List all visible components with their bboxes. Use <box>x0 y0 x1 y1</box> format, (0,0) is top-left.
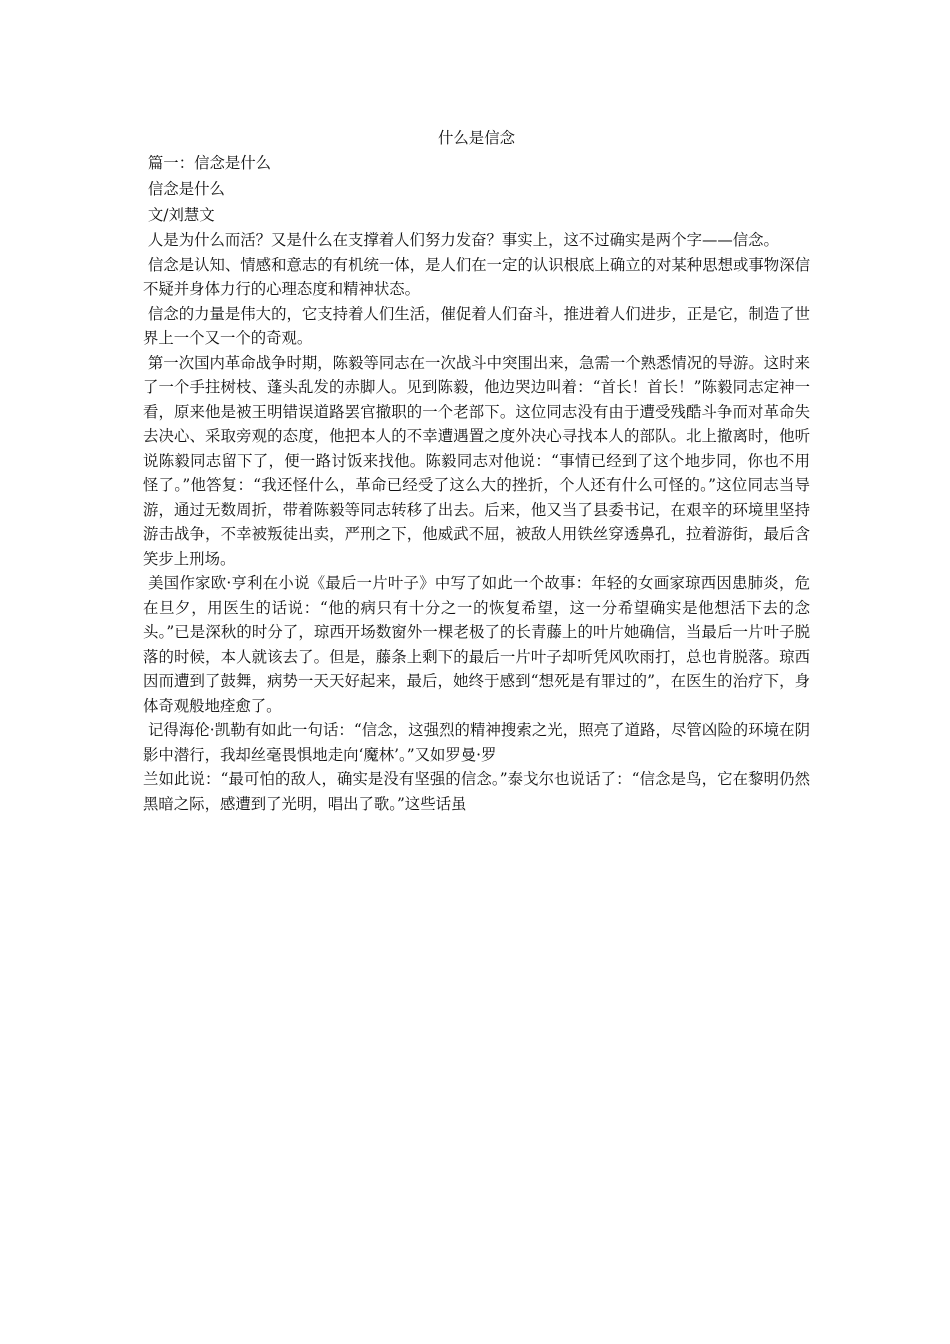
paragraph-1: 人是为什么而活？又是什么在支撑着人们努力发奋？事实上，这不过确实是两个字——信念。 <box>143 231 779 249</box>
section-heading: 篇一：信念是什么 <box>143 154 272 172</box>
paragraph-4: 第一次国内革命战争时期，陈毅等同志在一次战斗中突围出来，急需一个熟悉情况的导游。这时来了一个手拄树枝、蓬头乱发的赤脚人。见到陈毅，他边哭边叫着：“首长！首长！”陈毅同志定神一看，原来他是被王明错误道路罢官撤职的一个老部下。这位同志没有由于遭受残酷斗争而对革命失去决心、采取旁观的态度，他把本人的不幸遭遇置之度外决心寻找本人的部队。北上撤离时，他听说陈毅同志留下了，便一路讨饭来找他。陈毅同志对他说：“事情已经到了这个地步同，你也不用怪了。”他答复：“我还怪什么，革命已经受了这么大的挫折，个人还有什么可怪的。”这位同志当导游，通过无数周折，带着陈毅等同志转移了出去。后来，他又当了县委书记，在艰辛的环境里坚持游击战争，不幸被叛徒出卖，严刑之下，他威武不屈，被敌人用铁丝穿透鼻孔，拉着游街，最后含笑步上刑场。 <box>143 353 810 568</box>
document-body <box>143 127 810 816</box>
paragraph-2: 信念是认知、情感和意志的有机统一体，是人们在一定的认识根底上确立的对某种思想或事物深信不疑并身体力行的心理态度和精神状态。 <box>143 255 810 298</box>
paragraph-5: 美国作家欧·亨利在小说《最后一片叶子》中写了如此一个故事：年轻的女画家琼西因患肺炎，危在旦夕，用医生的话说：“他的病只有十分之一的恢复希望，这一分希望确实是他想活下去的念头。”已是深秋的时分了，琼西开场数窗外一棵老极了的长青藤上的叶片她确信，当最后一片叶子脱落的时候，本人就该去了。但是，藤条上剩下的最后一片叶子却听凭风吹雨打，总也肯脱落。琼西因而遭到了鼓舞，病势一天天好起来，最后，她终于感到“想死是有罪过的”，在医生的治疗下，身体奇观般地痊愈了。 <box>143 574 810 715</box>
article-subtitle: 信念是什么 <box>143 180 225 198</box>
paragraph-3: 信念的力量是伟大的，它支持着人们生活，催促着人们奋斗，推进着人们进步，正是它，制造了世界上一个又一个的奇观。 <box>143 304 810 347</box>
document-title: 什么是信念 <box>438 129 515 147</box>
paragraph-7: 兰如此说：“最可怕的敌人，确实是没有坚强的信念。”泰戈尔也说话了：“信念是鸟，它在黎明仍然黑暗之际，感遭到了光明，唱出了歌。”这些话虽 <box>143 770 810 813</box>
author-line: 文/刘慧文 <box>143 206 215 224</box>
paragraph-6: 记得海伦·凯勒有如此一句话：“信念，这强烈的精神搜索之光，照亮了道路，尽管凶险的环境在阴影中潜行，我却丝毫畏惧地走向‘魔林’。”又如罗曼·罗 <box>143 721 810 764</box>
